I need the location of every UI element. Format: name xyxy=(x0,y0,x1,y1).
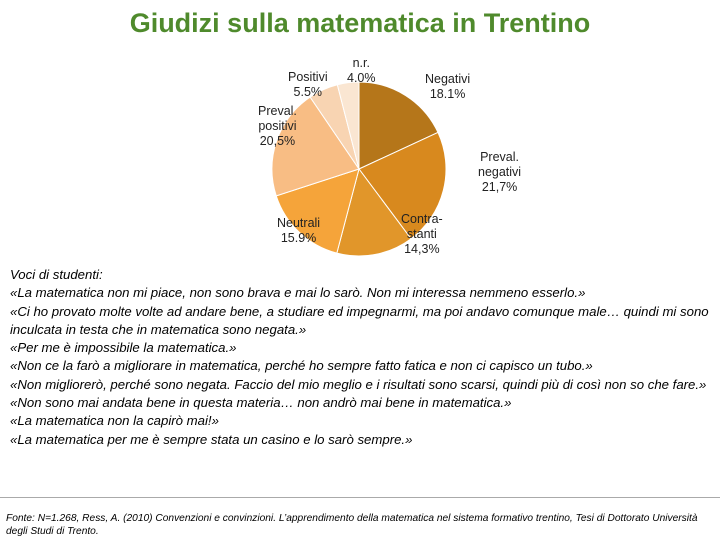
quote-line: «La matematica non la capirò mai!» xyxy=(10,413,219,429)
quote-line: «Per me è impossibile la matematica.» xyxy=(10,340,237,356)
quotes-heading: Voci di studenti: xyxy=(10,267,103,282)
student-quotes xyxy=(10,266,713,449)
slice-label-line: Preval. xyxy=(480,150,519,164)
slice-label-line: Preval. xyxy=(258,104,297,118)
chart-title: Giudizi sulla matematica in Trentino xyxy=(129,8,591,38)
source-note: Fonte: N=1.268, Ress, A. (2010) Convenzioni e convinzioni. L’apprendimento della matematica nel sistema formativo trentino, Tesi di Dottorato Università degli Studi di Trento. xyxy=(6,513,698,537)
slice-label-line: Negativi xyxy=(425,72,471,86)
slice-label-line: 21,7% xyxy=(481,180,518,194)
slice-label-line: 14,3% xyxy=(404,242,440,256)
slice-label-line: negativi xyxy=(478,165,522,179)
quote-line: «Ci ho provato molte volte ad andare bene, a studiare ed impegnarmi, ma poi andavo comunque male… quindi mi sono inculcata in testa che in matematica sono negata.» xyxy=(10,303,713,337)
slice-label-line: 5.5% xyxy=(293,85,323,99)
slice-label xyxy=(478,150,521,195)
slice-label-line: Positivi xyxy=(288,70,328,84)
quote-line: «La matematica per me è sempre stata un casino e lo sarò sempre.» xyxy=(10,431,413,447)
slice-label-line: 15.9% xyxy=(280,231,317,245)
slice-label xyxy=(288,70,328,100)
slice-label-line: 4.0% xyxy=(347,71,376,85)
slice-label-line: 20,5% xyxy=(259,134,296,148)
slice-label xyxy=(347,56,376,86)
slice-label-line: 18.1% xyxy=(429,87,466,101)
slice-label xyxy=(425,72,470,102)
quote-line: «La matematica non mi piace, non sono brava e mai lo sarò. Non mi interessa nemmeno esserlo.» xyxy=(10,285,586,301)
slice-label-line: Contra- xyxy=(401,212,443,226)
quote-line: «Non migliorerò, perché sono negata. Faccio del mio meglio e i risultati sono scarsi, quindi più di così non so che fare.» xyxy=(10,376,707,392)
slice-label xyxy=(277,216,320,246)
slice-label xyxy=(258,104,297,149)
quote-line: «Non sono mai andata bene in questa materia… non andrò mai bene in matematica.» xyxy=(10,395,512,411)
footer-divider xyxy=(0,497,720,498)
quote-line: «Non ce la farò a migliorare in matematica, perché ho sempre fatto fatica e non ci capisco un tubo.» xyxy=(10,358,593,374)
slice-label xyxy=(401,212,443,257)
slice-label-line: positivi xyxy=(258,119,297,133)
slice-label-line: stanti xyxy=(406,227,437,241)
slice-label-line: Neutrali xyxy=(277,216,321,230)
slice-label-line: n.r. xyxy=(352,56,370,70)
